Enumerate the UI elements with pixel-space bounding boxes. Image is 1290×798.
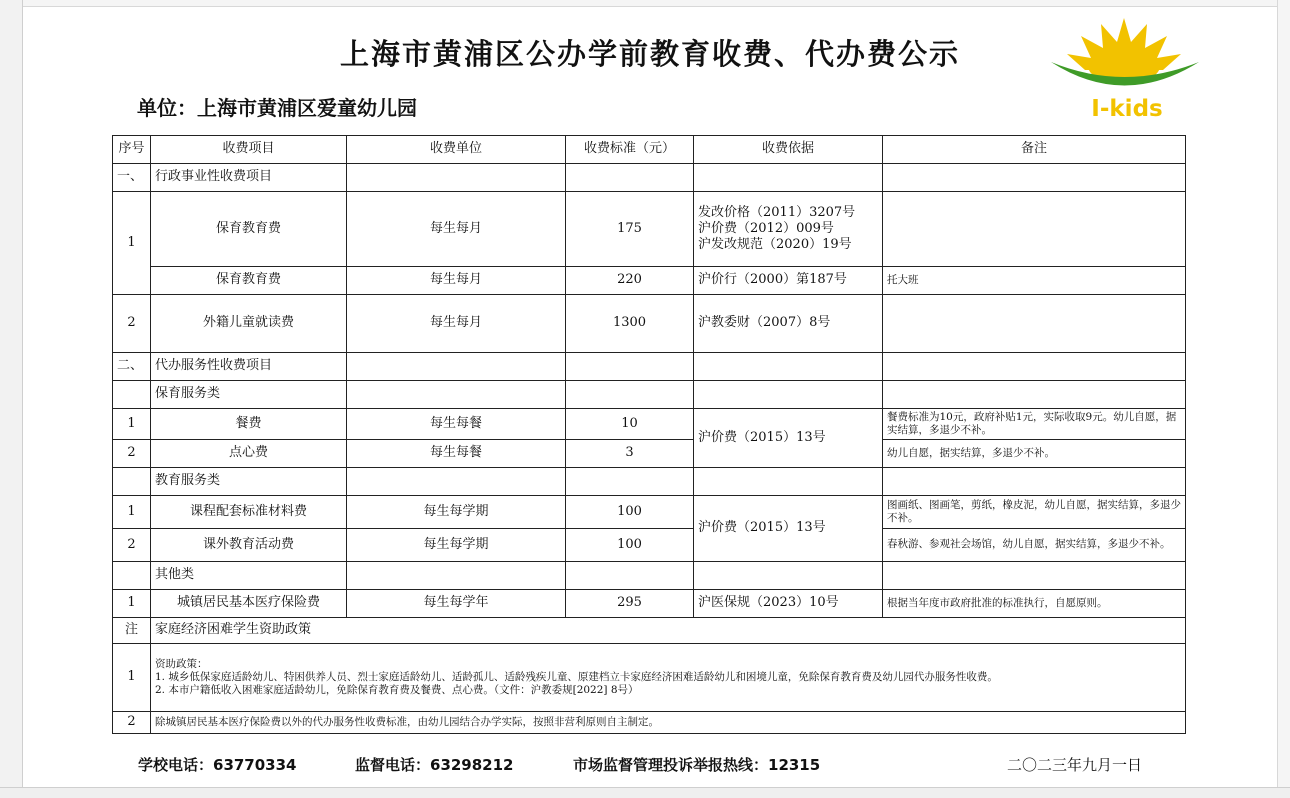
row-item: 课外教育活动费 <box>151 529 347 562</box>
row-note: 春秋游、参观社会场馆，幼儿自愿，据实结算，多退少不补。 <box>883 529 1186 562</box>
row-basis: 沪价行（2000）第187号 <box>694 267 883 295</box>
photo-edge-right <box>1277 0 1290 798</box>
table-header-row <box>113 136 1186 164</box>
table-row-snack <box>113 440 1186 468</box>
section-no: 二、 <box>113 353 151 381</box>
row-no: 1 <box>113 644 151 712</box>
row-amount: 3 <box>566 440 694 468</box>
row-no: 1 <box>113 590 151 618</box>
table-row-activity <box>113 529 1186 562</box>
logo-text: I-kids <box>1091 96 1163 122</box>
policy-heading: 资助政策： <box>155 657 208 670</box>
row-amount: 100 <box>566 529 694 562</box>
table-row-care1 <box>113 192 1186 267</box>
header-note: 备注 <box>883 136 1186 164</box>
row-basis: 沪价费（2015）13号 <box>694 409 883 468</box>
section-name: 代办服务性收费项目 <box>151 353 347 381</box>
policy-title: 家庭经济困难学生资助政策 <box>151 618 1186 644</box>
notice-date: 二〇二三年九月一日 <box>1007 756 1143 774</box>
section-row-admin <box>113 164 1186 192</box>
section-name: 行政事业性收费项目 <box>151 164 347 192</box>
row-amount: 10 <box>566 409 694 440</box>
header-unit: 收费单位 <box>347 136 566 164</box>
section-row-agency <box>113 353 1186 381</box>
ikids-logo <box>1045 14 1203 126</box>
row-amount: 1300 <box>566 295 694 353</box>
row-amount: 100 <box>566 496 694 529</box>
row-item: 餐费 <box>151 409 347 440</box>
header-standard: 收费标准（元） <box>566 136 694 164</box>
row-note: 幼儿自愿，据实结算，多退少不补。 <box>883 440 1186 468</box>
policy-text <box>151 644 1186 712</box>
basis-line: 沪发改规范（2020）19号 <box>698 237 852 253</box>
row-item: 保育教育费 <box>151 267 347 295</box>
row-unit: 每生每月 <box>347 295 566 353</box>
table-row-material <box>113 496 1186 529</box>
row-note: 托大班 <box>883 267 1186 295</box>
policy-row-1 <box>113 644 1186 712</box>
policy-row-2 <box>113 712 1186 734</box>
row-item: 点心费 <box>151 440 347 468</box>
category-row-edu <box>113 468 1186 496</box>
row-note: 餐费标准为10元，政府补贴1元，实际收取9元。幼儿自愿，据实结算，多退少不补。 <box>883 409 1186 440</box>
header-no: 序号 <box>113 136 151 164</box>
page-title: 上海市黄浦区公办学前教育收费、代办费公示 <box>339 37 960 71</box>
table-row-care2 <box>113 267 1186 295</box>
basis-line: 发改价格（2011）3207号 <box>698 204 856 220</box>
row-basis: 沪教委财（2007）8号 <box>694 295 883 353</box>
complaint-hotline: 市场监督管理投诉举报热线：12315 <box>573 756 821 774</box>
photo-edge-bottom <box>0 787 1290 798</box>
row-basis: 沪价费（2015）13号 <box>694 496 883 562</box>
policy-mark: 注 <box>113 618 151 644</box>
row-no: 2 <box>113 529 151 562</box>
supervise-phone: 监督电话：63298212 <box>355 756 514 774</box>
unit-name: 单位：上海市黄浦区爱童幼儿园 <box>137 96 417 120</box>
row-unit: 每生每餐 <box>347 409 566 440</box>
row-item: 外籍儿童就读费 <box>151 295 347 353</box>
row-unit: 每生每餐 <box>347 440 566 468</box>
row-no: 2 <box>113 440 151 468</box>
row-item: 城镇居民基本医疗保险费 <box>151 590 347 618</box>
row-item: 保育教育费 <box>151 192 347 267</box>
row-note: 根据当年度市政府批准的标准执行，自愿原则。 <box>883 590 1186 618</box>
row-unit: 每生每月 <box>347 267 566 295</box>
row-note: 图画纸、图画笔，剪纸，橡皮泥，幼儿自愿，据实结算，多退少不补。 <box>883 496 1186 529</box>
row-no: 1 <box>113 192 151 295</box>
row-amount: 175 <box>566 192 694 267</box>
row-no: 1 <box>113 409 151 440</box>
category-row-care <box>113 381 1186 409</box>
row-amount: 220 <box>566 267 694 295</box>
table-row-meal <box>113 409 1186 440</box>
row-no: 1 <box>113 496 151 529</box>
row-no: 2 <box>113 295 151 353</box>
row-unit: 每生每学期 <box>347 529 566 562</box>
fee-table <box>112 135 1186 734</box>
basis-line: 沪价费（2012）009号 <box>698 220 834 236</box>
row-unit: 每生每学期 <box>347 496 566 529</box>
category-name: 其他类 <box>151 562 347 590</box>
policy-line: 除城镇居民基本医疗保险费以外的代办服务性收费标准，由幼儿园结合办学实际，按照非营利原则自主制定。 <box>151 712 1186 734</box>
school-phone: 学校电话：63770334 <box>138 756 297 774</box>
header-item: 收费项目 <box>151 136 347 164</box>
category-name: 教育服务类 <box>151 468 347 496</box>
row-no: 2 <box>113 712 151 734</box>
policy-line: 2. 本市户籍低收入困难家庭适龄幼儿，免除保育教育费及餐费、点心费。（文件：沪教委规[2022] 8号） <box>155 684 639 697</box>
table-row-foreign <box>113 295 1186 353</box>
row-item: 课程配套标准材料费 <box>151 496 347 529</box>
row-unit: 每生每学年 <box>347 590 566 618</box>
photo-edge-left <box>0 0 23 798</box>
row-amount: 295 <box>566 590 694 618</box>
category-row-other <box>113 562 1186 590</box>
category-name: 保育服务类 <box>151 381 347 409</box>
row-unit: 每生每月 <box>347 192 566 267</box>
policy-line: 1. 城乡低保家庭适龄幼儿、特困供养人员、烈士家庭适龄幼儿、适龄孤儿、适龄残疾儿童、原建档立卡家庭经济困难适龄幼儿和困境儿童，免除保育教育费及幼儿园代办服务性收费。 <box>155 670 998 683</box>
table-row-insurance <box>113 590 1186 618</box>
section-no: 一、 <box>113 164 151 192</box>
photo-edge-top <box>0 0 1290 7</box>
row-basis: 沪医保规（2023）10号 <box>694 590 883 618</box>
policy-title-row <box>113 618 1186 644</box>
header-basis: 收费依据 <box>694 136 883 164</box>
row-basis <box>694 192 883 267</box>
